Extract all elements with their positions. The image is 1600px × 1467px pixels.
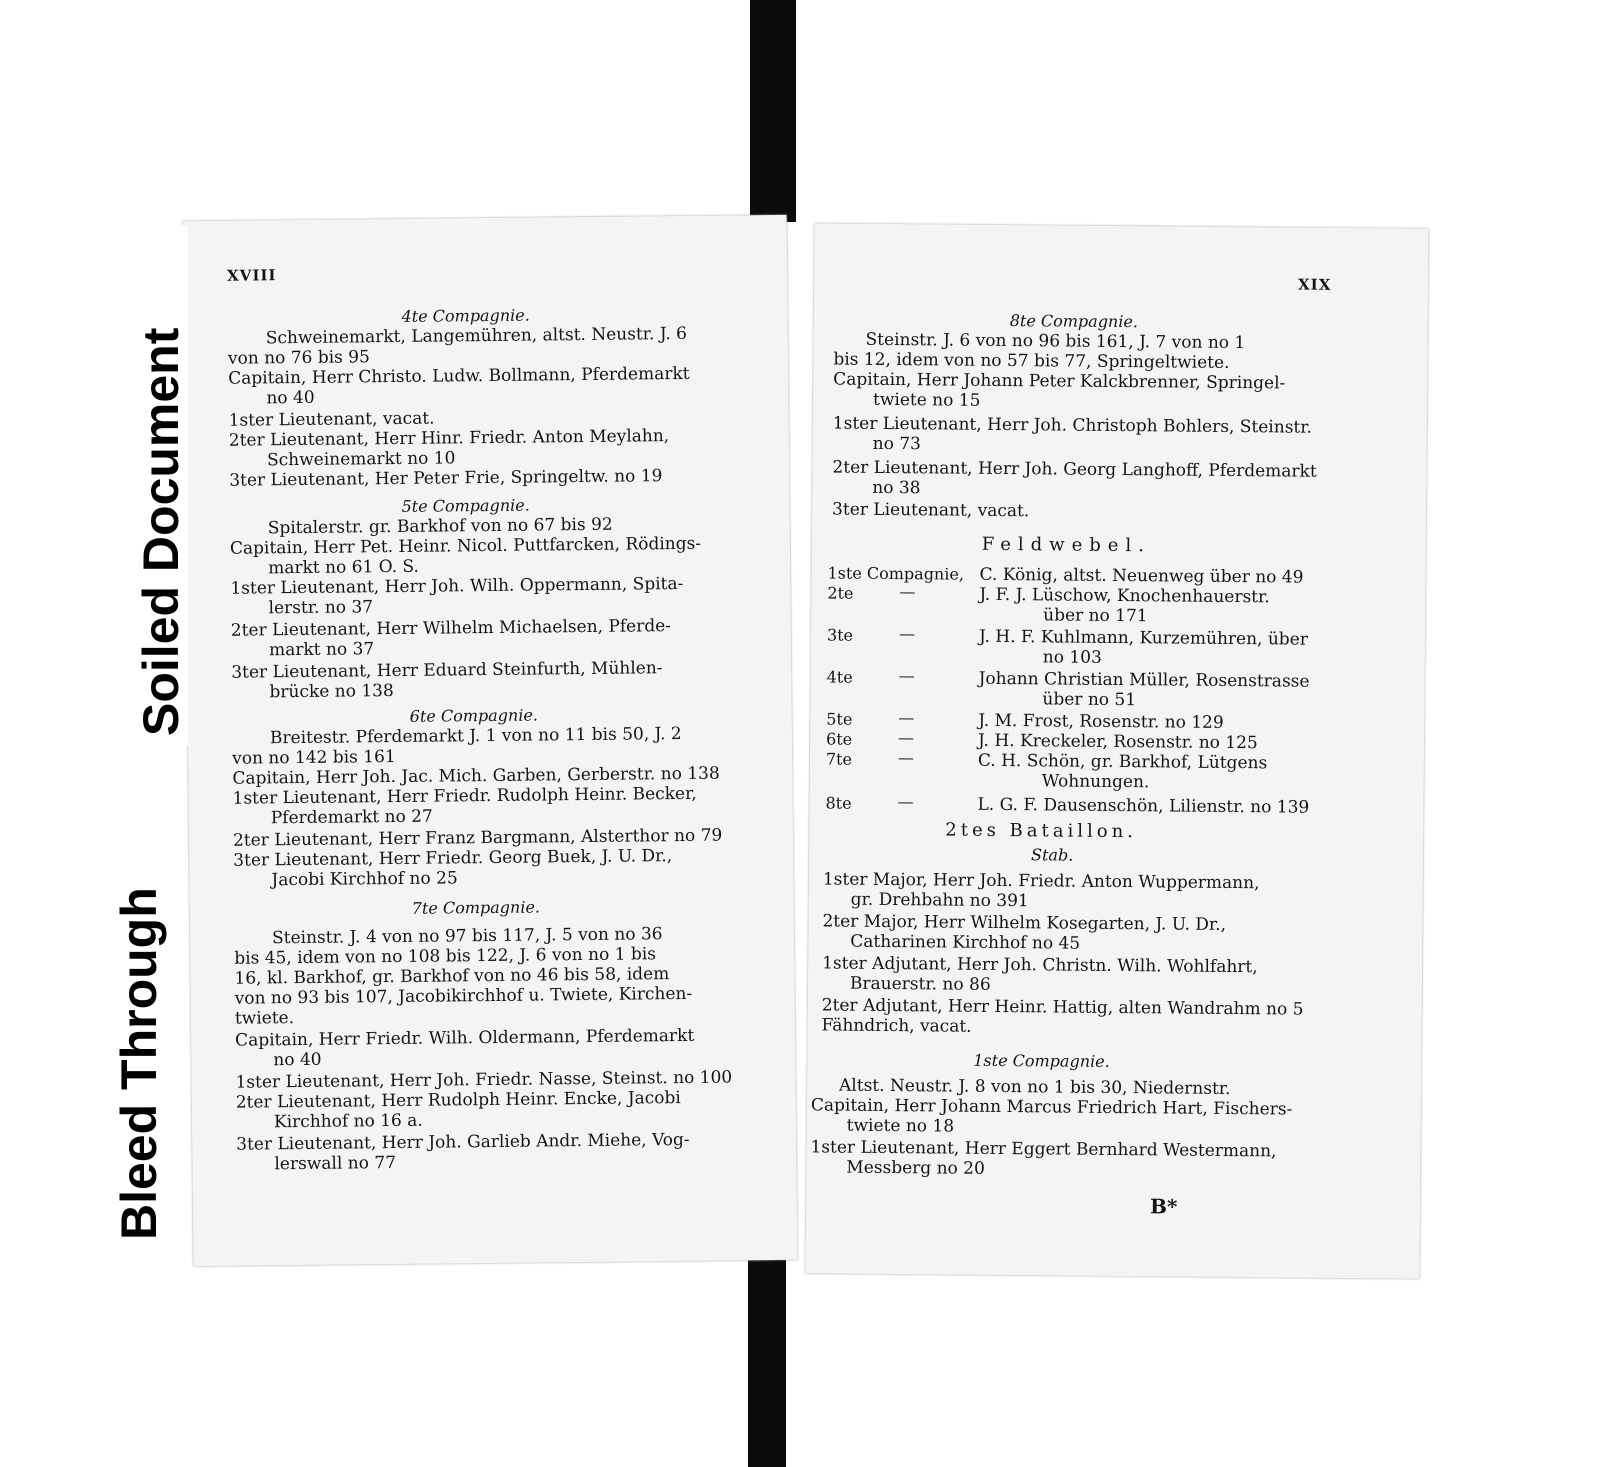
text-line: lerswall no 77 — [274, 1153, 397, 1175]
text-line: Schweinemarkt no 10 — [266, 448, 456, 471]
section-heading: Feldwebel. — [981, 533, 1152, 557]
soiled-document-label: Soiled Document — [133, 327, 189, 736]
text-line: 1ster Adjutant, Herr Joh. Christn. Wilh. Wohlfahrt, — [822, 953, 1258, 978]
text-line: Spitalerstr. gr. Barkhof von no 67 bis 92 — [267, 514, 613, 539]
feldwebel-entry: Wohnungen. — [1041, 771, 1150, 793]
text-line: 1ster Major, Herr Joh. Friedr. Anton Wuppermann, — [822, 869, 1260, 894]
text-line: 1ster Lieutenant, vacat. — [228, 408, 435, 431]
text-line: bis 45, idem von no 108 bis 122, J. 6 von no 1 bis — [234, 944, 657, 969]
text-line: Capitain, Herr Joh. Jac. Mich. Garben, Gerberstr. no 138 — [232, 763, 720, 789]
text-line: 2ter Adjutant, Herr Heinr. Hattig, alten Wandrahm no 5 — [821, 995, 1304, 1020]
text-line: twiete no 18 — [846, 1115, 955, 1137]
right-page — [805, 223, 1428, 1278]
feldwebel-company: 7te — [825, 749, 853, 769]
text-line: twiete. — [234, 1008, 295, 1029]
spine-bar-bottom — [748, 1252, 786, 1467]
text-line: 16, kl. Barkhof, gr. Barkhof von no 46 bis 58, idem — [234, 964, 670, 989]
text-line: von no 142 bis 161 — [232, 746, 396, 769]
text-line: markt no 37 — [268, 639, 375, 661]
text-line: 1ster Lieutenant, Herr Joh. Wilh. Oppermann, Spita- — [230, 573, 684, 599]
text-line: markt no 61 O. S. — [268, 556, 420, 579]
feldwebel-company: 5te — [826, 709, 853, 729]
text-line: Catharinen Kirchhof no 45 — [850, 931, 1081, 954]
text-line: 2ter Lieutenant, Herr Hinr. Friedr. Anton Meylahn, — [228, 426, 670, 451]
company-heading: 5te Compagnie. — [401, 495, 530, 516]
text-line: Capitain, Herr Johann Marcus Friedrich Hart, Fischers- — [810, 1095, 1293, 1120]
text-line: no 40 — [266, 387, 315, 409]
text-line: 3ter Lieutenant, Herr Joh. Garlieb Andr. Miehe, Vog- — [236, 1129, 690, 1155]
text-line: Messberg no 20 — [846, 1157, 985, 1179]
text-line: 3ter Lieutenant, vacat. — [832, 499, 1030, 522]
ditto-dash: — — [898, 666, 915, 686]
text-line: Jacobi Kirchhof no 25 — [271, 868, 458, 891]
feldwebel-entry: J. H. F. Kuhlmann, Kurzemühren, über — [978, 626, 1308, 650]
text-line: bis 12, idem von no 57 bis 77, Springeltwiete. — [833, 349, 1230, 373]
text-line: 1ster Lieutenant, Herr Joh. Christoph Bohlers, Steinstr. — [832, 413, 1313, 438]
text-line: no 73 — [872, 433, 921, 455]
company-heading: 8te Compagnie. — [1009, 311, 1139, 332]
feldwebel-entry: C. König, altst. Neuenweg über no 49 — [979, 564, 1304, 588]
text-line: no 38 — [872, 477, 921, 499]
text-line: lerstr. no 37 — [268, 597, 374, 619]
feldwebel-company: 3te — [826, 625, 854, 645]
text-line: Schweinemarkt, Langemühren, altst. Neustr. J. 6 — [265, 323, 688, 349]
text-line: 1ster Lieutenant, Herr Friedr. Rudolph Heinr. Becker, — [232, 783, 697, 809]
signature-mark: B* — [1149, 1194, 1178, 1219]
text-line: Kirchhof no 16 a. — [273, 1110, 423, 1133]
ditto-dash: — — [897, 792, 914, 812]
ditto-dash: — — [898, 624, 916, 644]
text-line: von no 93 bis 107, Jacobikirchhof u. Twiete, Kirchen- — [234, 983, 693, 1009]
feldwebel-entry: J. F. J. Lüschow, Knochenhauerstr. — [979, 584, 1270, 608]
text-line: Capitain, Herr Friedr. Wilh. Oldermann, Pferdemarkt — [235, 1025, 695, 1051]
company-heading: 4te Compagnie. — [401, 305, 530, 326]
subsection-heading: Stab. — [1031, 845, 1074, 865]
text-line: 1ster Lieutenant, Herr Eggert Bernhard Westermann, — [810, 1137, 1277, 1162]
spine-bar-top — [750, 0, 796, 222]
text-line: 2ter Lieutenant, Herr Rudolph Heinr. Encke, Jacobi — [235, 1088, 681, 1113]
text-line: twiete no 15 — [872, 389, 981, 411]
ditto-dash: — — [897, 748, 915, 768]
text-line: Capitain, Herr Johann Peter Kalckbrenner, Springel- — [833, 369, 1286, 394]
text-line: Steinstr. J. 4 von no 97 bis 117, J. 5 von no 36 — [271, 924, 663, 949]
section-heading: 2tes Bataillon. — [945, 819, 1138, 843]
feldwebel-entry: C. H. Schön, gr. Barkhof, Lütgens — [977, 750, 1268, 774]
feldwebel-company: 6te — [826, 729, 853, 749]
feldwebel-entry: Johann Christian Müller, Rosenstrasse — [978, 668, 1310, 692]
ditto-dash: — — [899, 582, 916, 602]
text-line: von no 76 bis 95 — [227, 347, 370, 369]
text-line: Steinstr. J. 6 von no 96 bis 161, J. 7 von no 1 — [865, 329, 1246, 354]
text-line: gr. Drehbahn no 391 — [850, 889, 1029, 912]
text-line: Brauerstr. no 86 — [849, 973, 991, 995]
text-line: Capitain, Herr Pet. Heinr. Nicol. Puttfarcken, Rödings- — [229, 533, 702, 559]
page-number: XVIII — [227, 266, 277, 285]
text-line: 3ter Lieutenant, Herr Friedr. Georg Buek, J. U. Dr., — [233, 846, 673, 871]
left-page — [183, 215, 798, 1266]
text-line: no 40 — [273, 1049, 322, 1071]
feldwebel-company: 1ste Compagnie, — [827, 563, 965, 584]
text-line: Fähndrich, vacat. — [821, 1015, 972, 1037]
feldwebel-entry: über no 171 — [1043, 605, 1148, 627]
text-line: 3ter Lieutenant, Her Peter Frie, Springeltw. no 19 — [229, 466, 663, 491]
feldwebel-entry: über no 51 — [1042, 689, 1137, 711]
text-line: 2ter Major, Herr Wilhelm Kosegarten, J. U. Dr., — [822, 911, 1227, 935]
text-line: Pferdemarkt no 27 — [270, 806, 433, 829]
text-line: 2ter Lieutenant, Herr Wilhelm Michaelsen, Pferde- — [230, 616, 672, 641]
text-line: 2ter Lieutenant, Herr Joh. Georg Langhoff, Pferdemarkt — [832, 457, 1317, 482]
feldwebel-entry: J. H. Kreckeler, Rosenstr. no 125 — [977, 730, 1258, 754]
text-line: Breitestr. Pferdemarkt J. 1 von no 11 bis 50, J. 2 — [269, 723, 682, 749]
company-heading: 6te Compagnie. — [409, 705, 539, 726]
feldwebel-entry: no 103 — [1042, 647, 1102, 668]
feldwebel-company: 2te — [827, 583, 854, 603]
page-number: XIX — [1297, 275, 1332, 294]
company-heading: 1ste Compagnie. — [973, 1050, 1110, 1071]
feldwebel-company: 4te — [826, 667, 853, 687]
feldwebel-entry: L. G. F. Dausenschön, Lilienstr. no 139 — [977, 794, 1310, 818]
company-heading: 7te Compagnie. — [411, 897, 541, 918]
bleed-through-label: Bleed Through — [111, 887, 167, 1240]
text-line: 3ter Lieutenant, Herr Eduard Steinfurth, Mühlen- — [231, 658, 663, 683]
text-line: brücke no 138 — [269, 681, 394, 703]
text-line: Capitain, Herr Christo. Ludw. Bollmann, Pferdemarkt — [228, 363, 690, 389]
feldwebel-entry: J. M. Frost, Rosenstr. no 129 — [978, 710, 1224, 733]
text-line: 1ster Lieutenant, Herr Joh. Friedr. Nasse, Steinst. no 100 — [235, 1067, 733, 1093]
ditto-dash: — — [898, 728, 915, 748]
ditto-dash: — — [898, 708, 915, 728]
feldwebel-company: 8te — [825, 793, 852, 813]
text-line: Altst. Neustr. J. 8 von no 1 bis 30, Niedernstr. — [838, 1075, 1231, 1100]
text-line: 2ter Lieutenant, Herr Franz Bargmann, Alsterthor no 79 — [232, 825, 723, 851]
